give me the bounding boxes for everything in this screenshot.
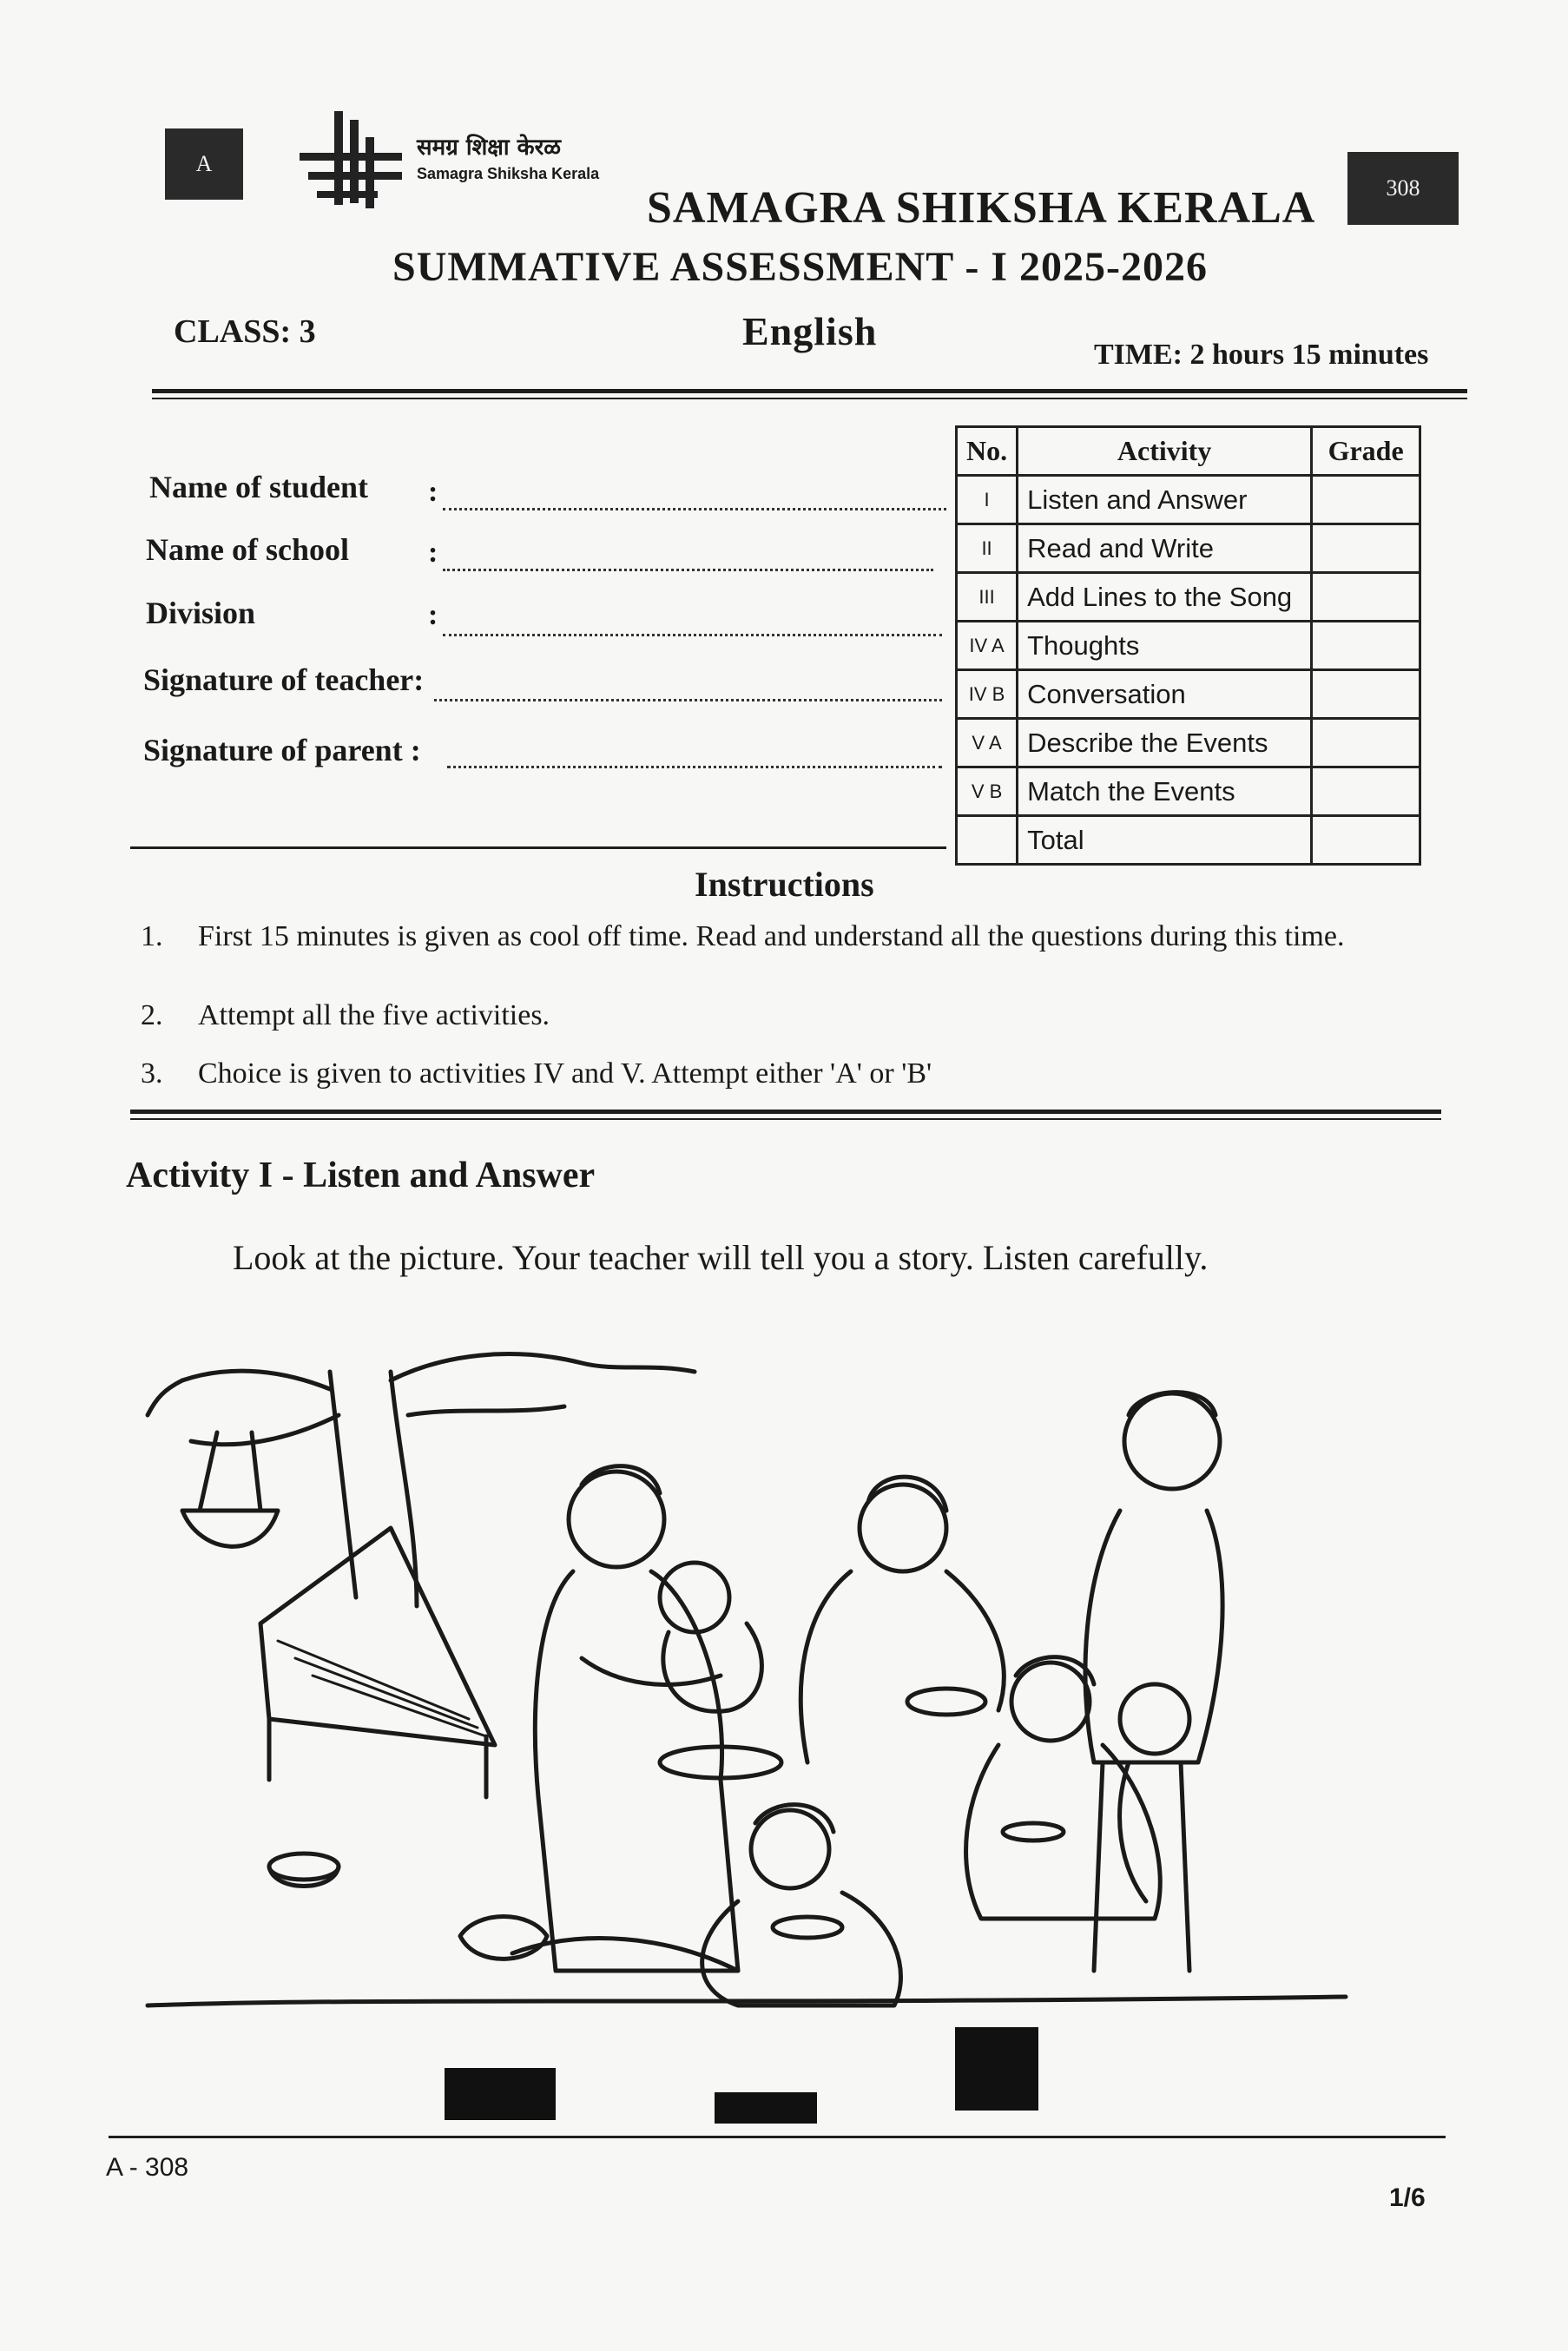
activity-name: Total [1018, 816, 1312, 865]
samagra-logo-icon [300, 111, 412, 214]
table-header-activity: Activity [1018, 427, 1312, 476]
instruction-text: First 15 minutes is given as cool off time. Read and understand all the questions during this time. [198, 920, 1345, 952]
field-label-student-name: Name of student [149, 470, 368, 504]
division-line[interactable] [443, 634, 942, 636]
table-header-grade: Grade [1312, 427, 1420, 476]
table-row [957, 573, 1420, 622]
activity-name: Match the Events [1018, 767, 1312, 816]
activity-grade-table [955, 425, 1421, 866]
redaction-block [445, 2068, 556, 2120]
parent-signature-line[interactable] [447, 766, 942, 768]
grade-cell[interactable] [1312, 476, 1420, 524]
paper-code-left: A [195, 151, 213, 176]
header-divider [152, 389, 1467, 393]
paper-code-right: 308 [1386, 175, 1420, 201]
organization-title: SAMAGRA SHIKSHA KERALA [647, 183, 1316, 233]
instructions-divider-top [130, 846, 946, 849]
grade-cell[interactable] [1312, 524, 1420, 573]
activity-no: V B [957, 767, 1018, 816]
activity-no: IV B [957, 670, 1018, 719]
grade-cell[interactable] [1312, 573, 1420, 622]
footer-divider [109, 2136, 1446, 2138]
activity-1-title: Activity I - Listen and Answer [126, 1156, 596, 1195]
activity-no: II [957, 524, 1018, 573]
grade-cell[interactable] [1312, 767, 1420, 816]
activity-name: Listen and Answer [1018, 476, 1312, 524]
paper-code-right-badge [1347, 152, 1459, 225]
table-row [957, 622, 1420, 670]
table-row [957, 524, 1420, 573]
grade-cell[interactable] [1312, 719, 1420, 767]
family-picnic-illustration [130, 1311, 1363, 2075]
table-row [957, 719, 1420, 767]
instruction-number: 2. [141, 999, 163, 1031]
instruction-number: 3. [141, 1057, 163, 1090]
field-colon-school-name: : [428, 537, 438, 569]
instructions-divider-bottom [130, 1110, 1441, 1114]
activity-no: IV A [957, 622, 1018, 670]
activity-name: Read and Write [1018, 524, 1312, 573]
table-row [957, 816, 1420, 865]
activity-1-instruction: Look at the picture. Your teacher will tell you a story. Listen carefully. [233, 1238, 1209, 1277]
subject-label: English [742, 309, 878, 353]
instructions-title: Instructions [695, 865, 874, 904]
activity-name: Conversation [1018, 670, 1312, 719]
field-label-division: Division [146, 596, 256, 630]
activity-name: Add Lines to the Song [1018, 573, 1312, 622]
activity-no: III [957, 573, 1018, 622]
instructions-divider-bottom-2 [130, 1118, 1441, 1120]
instruction-text: Choice is given to activities IV and V. Attempt either 'A' or 'B' [198, 1057, 932, 1090]
footer-page-number: 1/6 [1389, 2183, 1426, 2212]
activity-name: Describe the Events [1018, 719, 1312, 767]
redaction-block [955, 2027, 1038, 2111]
table-row [957, 670, 1420, 719]
grade-cell[interactable] [1312, 622, 1420, 670]
table-header-no: No. [957, 427, 1018, 476]
header-divider-2 [152, 398, 1467, 399]
field-label-parent-signature: Signature of parent : [143, 733, 421, 767]
exam-title: SUMMATIVE ASSESSMENT - I 2025-2026 [392, 244, 1209, 290]
instruction-text: Attempt all the five activities. [198, 999, 550, 1031]
grade-cell[interactable] [1312, 670, 1420, 719]
school-name-line[interactable] [443, 569, 933, 571]
field-colon-student-name: : [428, 476, 438, 508]
table-row [957, 476, 1420, 524]
paper-code-left-badge [165, 128, 243, 200]
student-name-line[interactable] [443, 508, 946, 510]
footer-paper-code: A - 308 [106, 2153, 189, 2182]
field-label-school-name: Name of school [146, 532, 349, 567]
teacher-signature-line[interactable] [434, 699, 942, 701]
activity-no: I [957, 476, 1018, 524]
field-colon-division: : [428, 599, 438, 631]
logo-text-english: Samagra Shiksha Kerala [417, 165, 600, 182]
field-label-teacher-signature: Signature of teacher: [143, 662, 425, 697]
activity-no [957, 816, 1018, 865]
instruction-number: 1. [141, 920, 163, 952]
time-label: TIME: 2 hours 15 minutes [1094, 339, 1429, 371]
redaction-block [715, 2092, 817, 2124]
grade-cell[interactable] [1312, 816, 1420, 865]
class-label: CLASS: 3 [174, 313, 316, 350]
activity-no: V A [957, 719, 1018, 767]
logo-text-hindi: समग्र शिक्षा केरळ [417, 135, 562, 161]
table-row [957, 767, 1420, 816]
activity-name: Thoughts [1018, 622, 1312, 670]
